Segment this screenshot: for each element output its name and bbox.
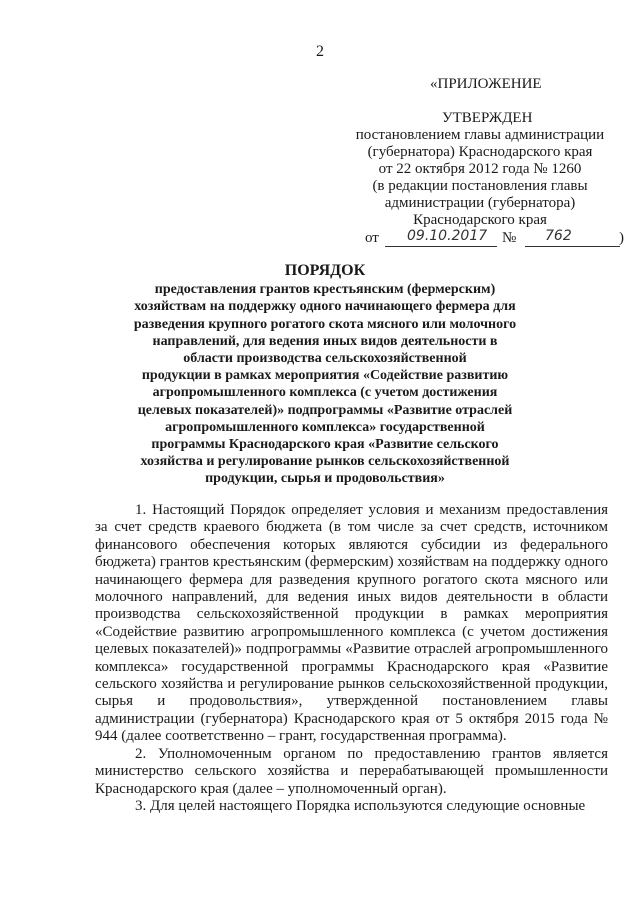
title-line: предоставления грантов крестьянским (фермерским) [154, 282, 496, 298]
paragraph-2: 2. Уполномоченным органом по предоставлению грантов является министерство сельского хозяйства и перерабатывающей промышленности Краснодарского края (далее – уполномоченный орган). [95, 745, 608, 797]
date-underline [385, 246, 497, 247]
document-title [95, 262, 555, 488]
title-line: разведения крупного рогатого скота мясного или молочного [133, 316, 517, 332]
approval-line: Краснодарского края [413, 212, 547, 228]
closing-paren: ) [619, 230, 624, 246]
title-line: направлений, для ведения иных видов деятельности в [152, 333, 498, 349]
title-line: продукции, сырья и продовольствия» [205, 471, 445, 487]
handwritten-date: 09.10.2017 [407, 228, 488, 244]
approval-block [345, 76, 624, 250]
number-underline [525, 246, 620, 247]
handwritten-number: 762 [545, 228, 572, 244]
title-line: агропромышленного комплекса» государственной [165, 419, 485, 435]
approval-line: (в редакции постановления главы [372, 178, 588, 194]
approval-line: постановлением главы администрации [355, 127, 605, 143]
page-number: 2 [316, 43, 324, 60]
paragraph-1: 1. Настоящий Порядок определяет условия и механизм предоставления за счет средств краевого бюджета (в том числе за счет средств, источником финансового обеспечения которых являются субсидии из федерального бюджета) грантов крестьянским (фермерским) хозяйствам на поддержку одного начинающего фермера для разведения крупного рогатого скота мясного или молочного направлений, для ведения иных видов деятельности в области производства сельскохозяйственной продукции в рамках мероприятия «Содействие развитию агропромышленного комплекса (с учетом достижения целевых показателей)» подпрограммы «Развитие отраслей агропромышленного комплекса» государственной программы Краснодарского края «Развитие сельского хозяйства и регулирование рынков сельскохозяйственной продукции, сырья и продовольствия», утвержденной постановлением главы администрации (губернатора) Краснодарского края от 5 октября 2015 года № 944 (далее соответственно – грант, государственная программа). [95, 502, 608, 745]
title-heading: ПОРЯДОК [284, 262, 366, 279]
title-line: хозяйства и регулирование рынков сельскохозяйственной [140, 454, 510, 470]
title-line: продукции в рамках мероприятия «Содействие развитию [141, 368, 509, 384]
paragraph-3: 3. Для целей настоящего Порядка используются следующие основные [135, 797, 586, 814]
body-text [95, 502, 608, 815]
number-label: № [502, 230, 517, 246]
title-line: целевых показателей)» подпрограммы «Развитие отраслей [137, 402, 513, 418]
title-line: хозяйствам на поддержку одного начинающего фермера для [134, 299, 516, 315]
sig-prefix: от [365, 230, 379, 246]
title-line: программы Краснодарского края «Развитие сельского [151, 437, 499, 453]
approval-line: администрации (губернатора) [384, 195, 576, 211]
title-line: агропромышленного комплекса (с учетом достижения [152, 385, 498, 401]
signature-line [365, 228, 624, 250]
approved-label: УТВЕРЖДЕН [442, 110, 533, 126]
approval-line: от 22 октября 2012 года № 1260 [378, 161, 582, 177]
appendix-label: «ПРИЛОЖЕНИЕ [430, 76, 542, 92]
approval-line: (губернатора) Краснодарского края [367, 144, 593, 160]
title-line: области производства сельскохозяйственной [183, 351, 467, 367]
